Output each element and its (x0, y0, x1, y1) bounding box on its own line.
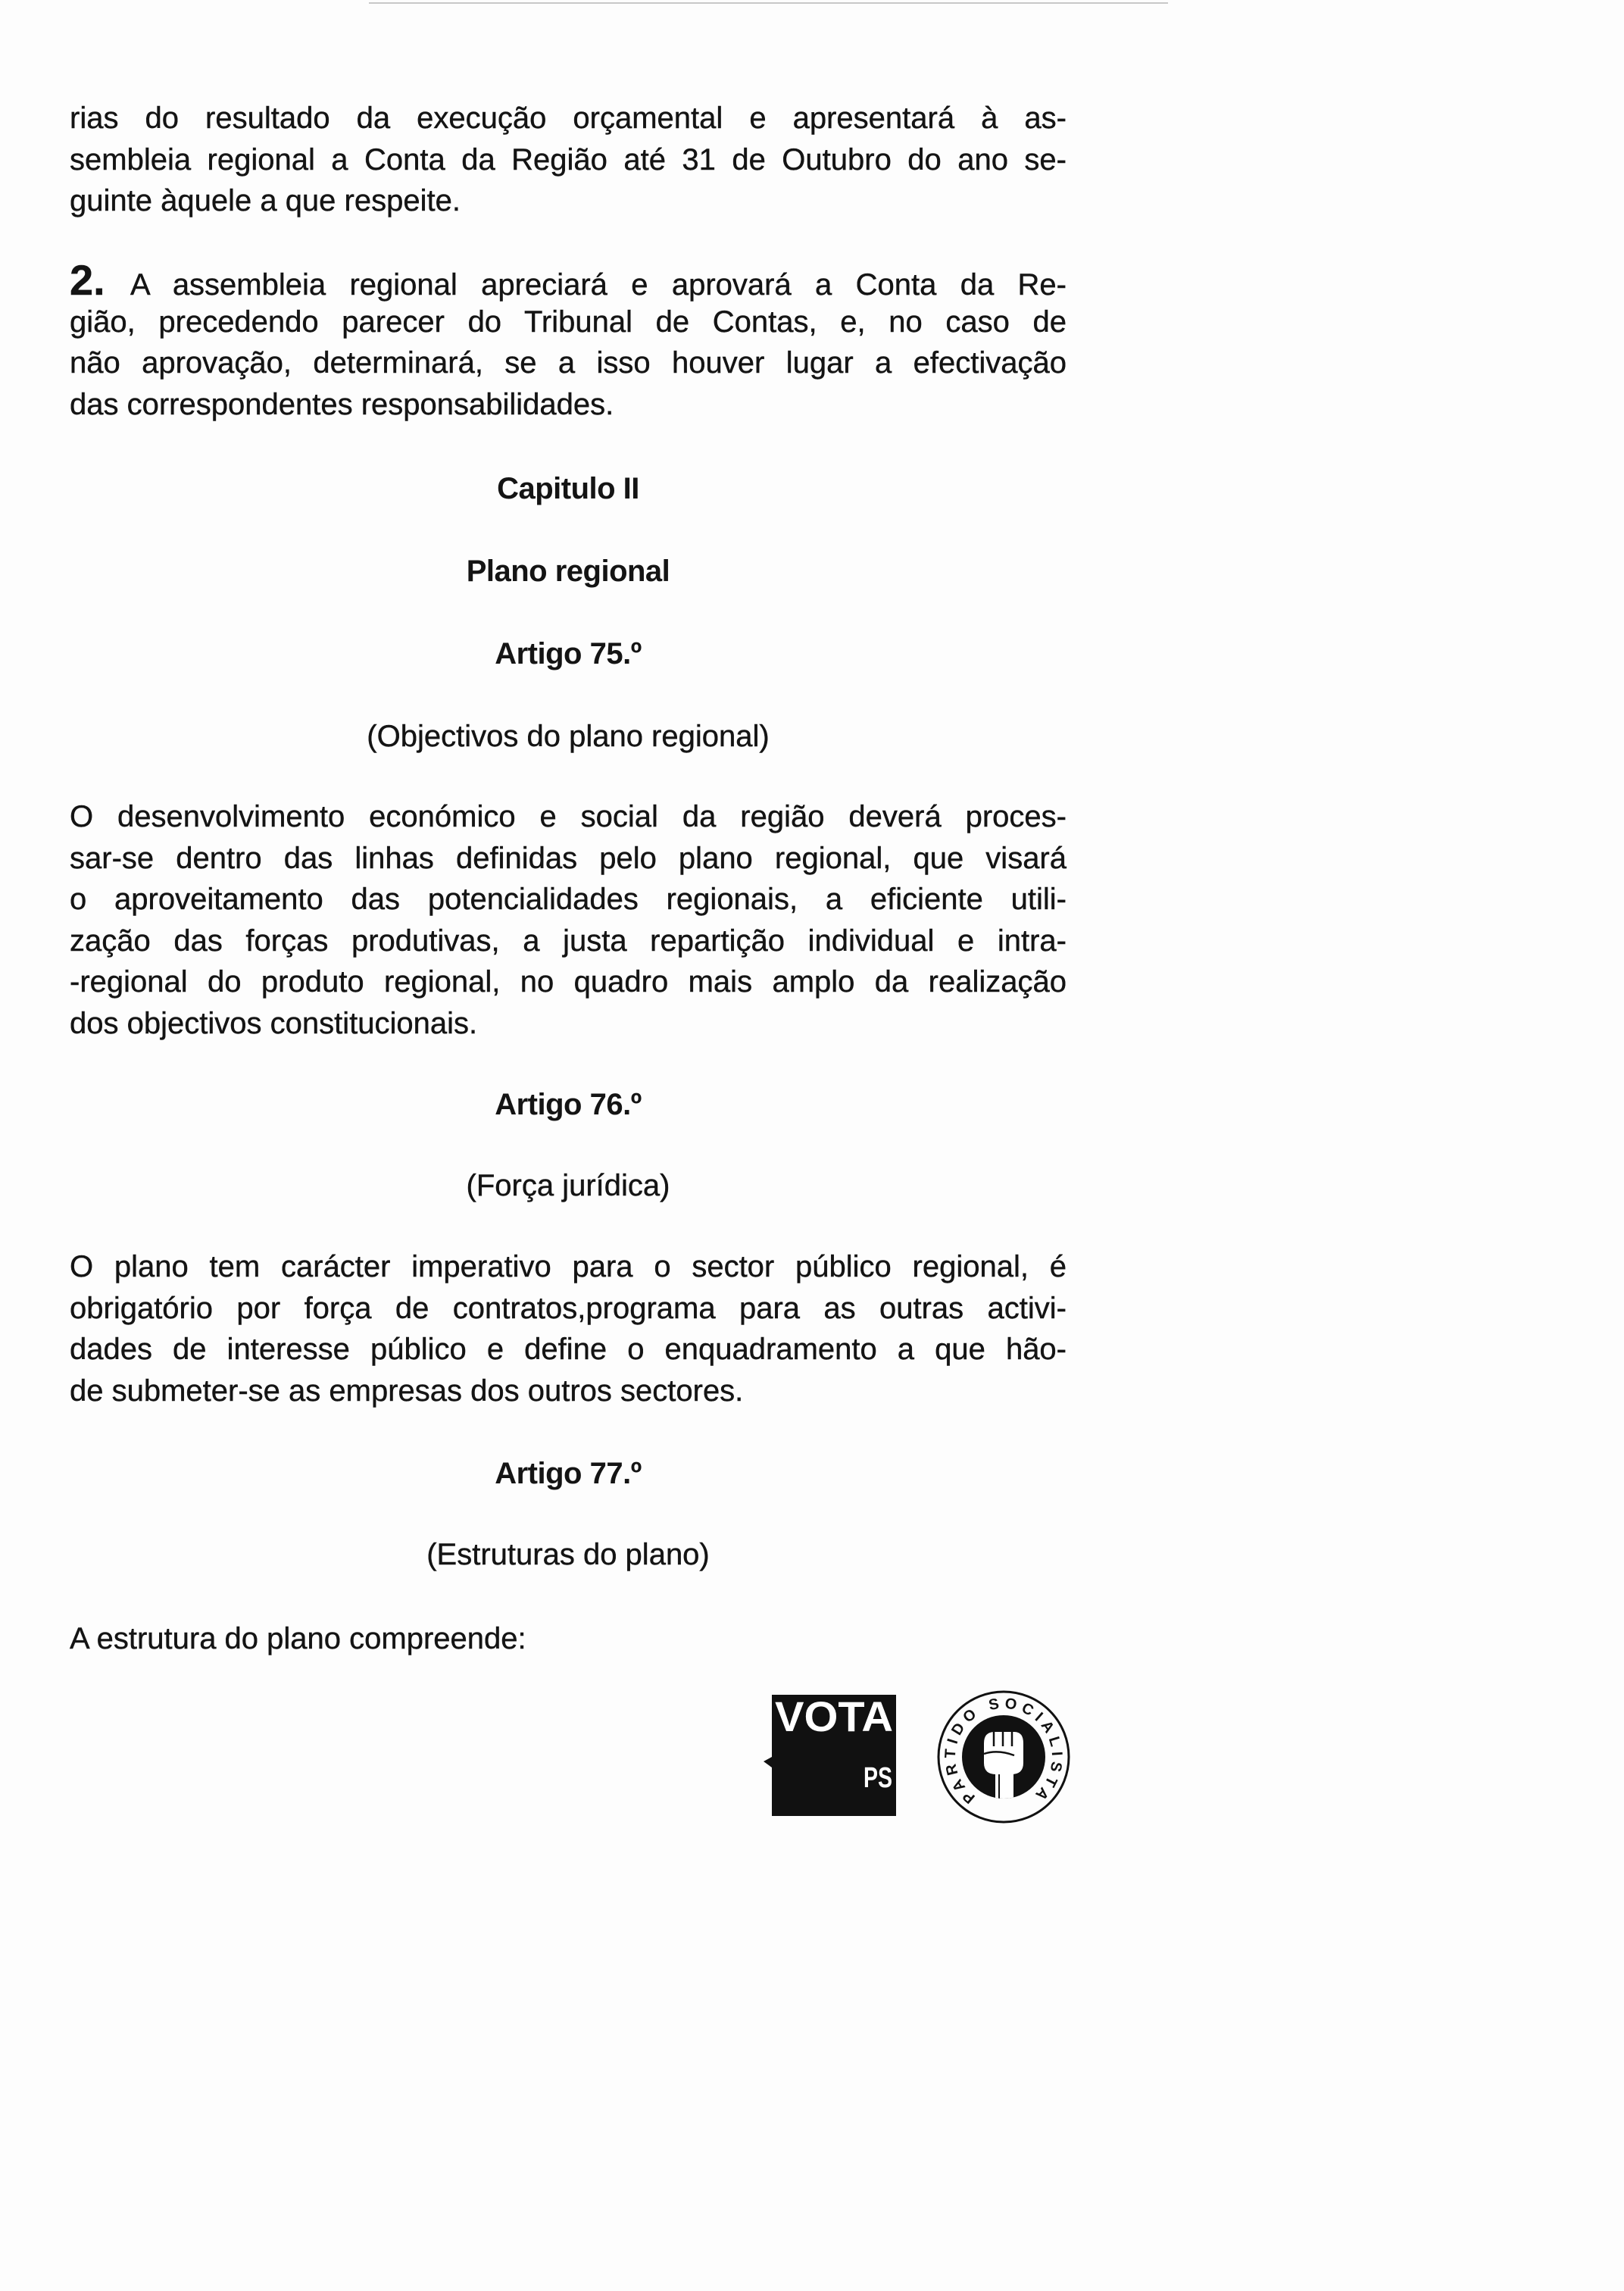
paragraph-line-text: A assembleia regional apreciará e aprovará a Conta da Re- (130, 268, 1067, 302)
article-heading: Artigo 76.º (495, 1088, 642, 1121)
paragraph-line: gião, precedendo parecer do Tribunal de Contas, e, no caso de (70, 305, 1067, 339)
article-heading: Artigo 75.º (495, 637, 642, 670)
paragraph-line: não aprovação, determinará, se a isso houver lugar a efectivação (70, 346, 1067, 380)
paragraph-line: sembleia regional a Conta da Região até 31 de Outubro do ano se- (70, 142, 1067, 177)
paragraph-line: A estrutura do plano compreende: (70, 1622, 526, 1655)
paragraph-line: de submeter-se as empresas dos outros sectores. (70, 1374, 744, 1408)
paragraph-line: sar-se dentro das linhas definidas pelo plano regional, que visará (70, 841, 1067, 875)
article-title: (Estruturas do plano) (426, 1538, 710, 1571)
chapter-title: Plano regional (466, 555, 670, 588)
vota-ps-logo (762, 1692, 898, 1819)
article-77-body (70, 1618, 1067, 1660)
logo-ps-text: PS (864, 1762, 892, 1794)
paragraph-line: dades de interesse público e define o enquadramento a que hão- (70, 1333, 1067, 1367)
paragraph-line: das correspondentes responsabilidades. (70, 387, 614, 421)
paragraph-line: -regional do produto regional, no quadro mais amplo da realização (70, 965, 1067, 999)
paragraph-number: 2. (70, 256, 105, 304)
paragraph-line: O plano tem carácter imperativo para o sector público regional, é (70, 1250, 1067, 1283)
paragraph-line: zação das forças produtivas, a justa repartição individual e intra- (70, 924, 1067, 958)
paragraph-line: o aproveitamento das potencialidades regionais, a eficiente utili- (70, 883, 1067, 917)
paragraph-line: guinte àquele a que respeite. (70, 184, 461, 218)
party-seal-logo (935, 1689, 1072, 1825)
paragraph-line: dos objectivos constitucionais. (70, 1006, 478, 1040)
paragraph-line (70, 256, 1067, 304)
article-heading: Artigo 77.º (495, 1457, 642, 1490)
article-title: (Força jurídica) (466, 1169, 670, 1202)
article-title: (Objectivos do plano regional) (367, 720, 770, 753)
article-76-body (70, 1246, 1067, 1411)
paragraph-line: O desenvolvimento económico e social da região deverá proces- (70, 800, 1067, 833)
paragraph-line: obrigatório por força de contratos,programa para as outras activi- (70, 1291, 1067, 1325)
chapter-heading: Capitulo II (497, 472, 639, 505)
paragraph-conta-regiao (70, 98, 1067, 222)
paragraph-line: rias do resultado da execução orçamental e apresentará à as- (70, 102, 1067, 135)
seal-text: PARTIDO SOCIALISTA (942, 1695, 1066, 1807)
scan-top-edge (369, 2, 1168, 4)
paragraph-numbered-2 (70, 256, 1067, 425)
article-75-body (70, 796, 1067, 1045)
logo-vota-text: VOTA (775, 1692, 893, 1740)
